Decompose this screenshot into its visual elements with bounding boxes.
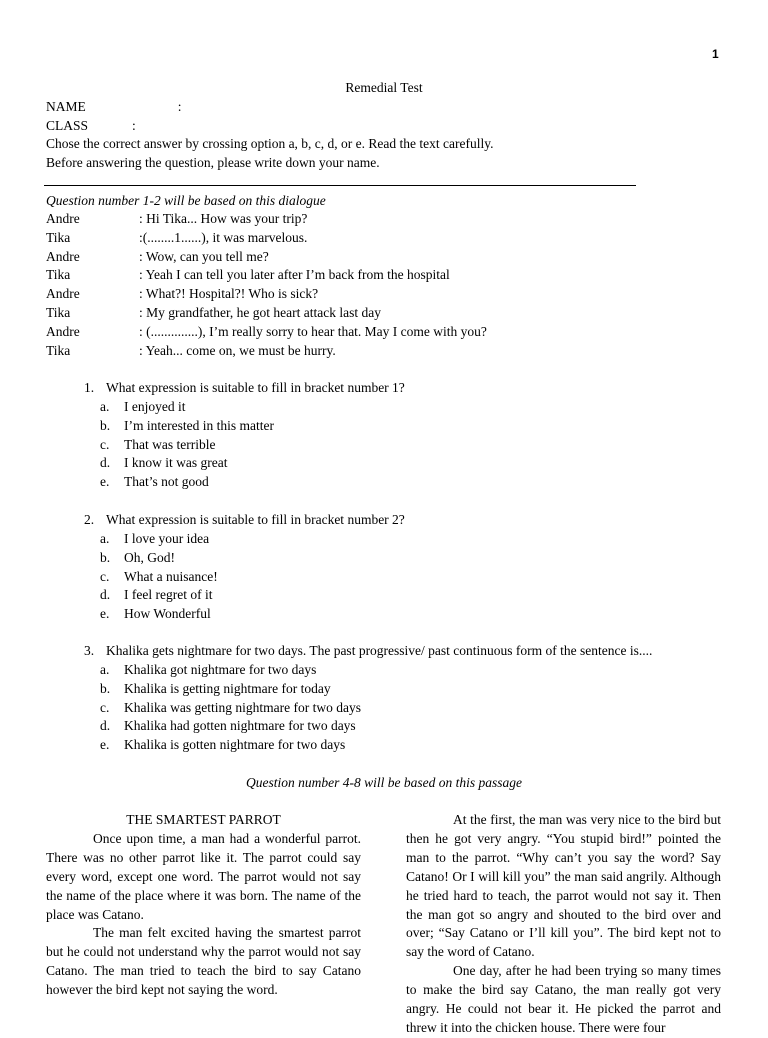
answer-option[interactable] xyxy=(100,662,316,678)
option-text: What a nuisance! xyxy=(124,568,218,584)
option-text: How Wonderful xyxy=(124,606,211,622)
answer-option[interactable] xyxy=(100,737,345,753)
option-text: That was terrible xyxy=(124,436,216,452)
question xyxy=(84,643,652,659)
option-text: Khalika had gotten nightmare for two days xyxy=(124,718,356,734)
option-text: That’s not good xyxy=(124,474,209,490)
speaker-name: Andre xyxy=(46,286,80,302)
passage-paragraph: One day, after he had been trying so many times to make the bird say Catano, the man really got very angry. He could not bear it. He picked the parrot and threw it into the chicken house. There were four xyxy=(406,963,721,1035)
question-number: 1. xyxy=(84,380,95,395)
speaker-name: Tika xyxy=(46,229,71,245)
dialogue-line xyxy=(46,343,336,359)
option-letter: b. xyxy=(100,417,111,433)
speaker-line: : My grandfather, he got heart attack last day xyxy=(139,305,381,320)
answer-option[interactable] xyxy=(100,474,209,490)
answer-option[interactable] xyxy=(100,418,274,434)
passage-paragraph: At the first, the man was very nice to the bird but then he got very angry. “You stupid bird!” pointed the man to the parrot. “Why can’t you say the word? Say Catano! Or I will kill you” the man said angrily. Although he tried hard to teach, the parrot would not say it. Then the man got so angry and shouted to the bird over and over; “Say Catano or I’ll kill you”. The bird kept not to say the word of Catano. xyxy=(406,812,721,960)
option-text: Oh, God! xyxy=(124,549,175,565)
answer-option[interactable] xyxy=(100,455,227,471)
question-text: What expression is suitable to fill in bracket number 2? xyxy=(106,512,405,527)
speaker-line: :(........1......), it was marvelous. xyxy=(139,229,308,245)
option-text: Khalika got nightmare for two days xyxy=(124,662,317,677)
dialogue-line xyxy=(46,305,381,321)
answer-option[interactable] xyxy=(100,399,185,415)
instruction-1: Chose the correct answer by crossing option a, b, c, d, or e. Read the text carefully. xyxy=(46,136,494,151)
option-text: I love your idea xyxy=(124,531,210,546)
option-letter: e. xyxy=(100,606,110,622)
speaker-name: Tika xyxy=(46,342,71,358)
option-letter: b. xyxy=(100,549,111,565)
option-letter: e. xyxy=(100,737,110,753)
instruction-2: Before answering the question, please write down your name. xyxy=(46,155,380,170)
option-text: I feel regret of it xyxy=(124,587,213,603)
option-text: I’m interested in this matter xyxy=(124,417,274,433)
dialogue-line xyxy=(46,249,269,265)
option-letter: a. xyxy=(100,531,110,546)
answer-option[interactable] xyxy=(100,681,331,697)
answer-option[interactable] xyxy=(100,606,211,622)
answer-option[interactable] xyxy=(100,587,212,603)
question-number: 3. xyxy=(84,643,95,658)
question xyxy=(84,512,405,528)
speaker-line: : Hi Tika... How was your trip? xyxy=(139,211,308,226)
speaker-name: Tika xyxy=(46,267,71,283)
option-text: I know it was great xyxy=(124,455,228,471)
passage-paragraph: Once upon time, a man had a wonderful parrot. There was no other parrot like it. The parrot could say every word, except one word. The parrot would not say the name of the place where it was born. The name of the place was Catano. xyxy=(46,830,361,922)
speaker-line: : Yeah I can tell you later after I’m back from the hospital xyxy=(139,267,450,283)
class-label: CLASS xyxy=(46,118,89,133)
class-field xyxy=(46,118,136,134)
option-letter: e. xyxy=(100,474,110,490)
option-letter: c. xyxy=(100,436,110,452)
speaker-name: Tika xyxy=(46,305,71,320)
divider xyxy=(44,185,636,186)
passage-left-column xyxy=(46,811,361,1000)
answer-option[interactable] xyxy=(100,437,215,453)
speaker-line: : Yeah... come on, we must be hurry. xyxy=(139,342,336,358)
question-number: 2. xyxy=(84,512,95,527)
speaker-line: : Wow, can you tell me? xyxy=(139,248,269,264)
name-field xyxy=(46,99,182,115)
dialogue-line xyxy=(46,267,450,283)
name-colon: : xyxy=(177,99,182,114)
option-letter: d. xyxy=(100,587,111,603)
option-letter: a. xyxy=(100,399,110,414)
passage-intro: Question number 4-8 will be based on this passage xyxy=(246,775,522,790)
dialogue-line xyxy=(46,324,487,340)
answer-option[interactable] xyxy=(100,569,218,585)
class-colon: : xyxy=(132,118,136,133)
passage-title: THE SMARTEST PARROT xyxy=(126,812,281,827)
answer-option[interactable] xyxy=(100,700,361,716)
question-text: Khalika gets nightmare for two days. The past progressive/ past continuous form of the sentence is.... xyxy=(106,643,653,658)
test-title: Remedial Test xyxy=(345,80,423,95)
question xyxy=(84,380,405,396)
passage-paragraph: The man felt excited having the smartest parrot but he could not understand why the parrot would not say Catano. The man tried to teach the bird to say Catano however the bird kept not saying the word. xyxy=(46,925,361,998)
option-letter: c. xyxy=(100,568,110,584)
option-letter: b. xyxy=(100,680,111,696)
speaker-name: Andre xyxy=(46,248,80,264)
option-text: Khalika is getting nightmare for today xyxy=(124,680,331,696)
passage-right-column xyxy=(406,811,721,1038)
option-text: Khalika was getting nightmare for two days xyxy=(124,699,361,715)
dialogue-line xyxy=(46,286,318,302)
option-letter: a. xyxy=(100,662,110,677)
answer-option[interactable] xyxy=(100,531,209,547)
speaker-line: : (..............), I’m really sorry to hear that. May I come with you? xyxy=(139,323,487,339)
option-text: I enjoyed it xyxy=(124,399,186,414)
option-letter: d. xyxy=(100,455,111,471)
dialogue-intro: Question number 1-2 will be based on this dialogue xyxy=(46,193,326,208)
name-label: NAME xyxy=(46,99,86,114)
dialogue-line xyxy=(46,230,307,246)
question-text: What expression is suitable to fill in bracket number 1? xyxy=(106,380,405,395)
answer-option[interactable] xyxy=(100,550,175,566)
dialogue-line xyxy=(46,211,307,227)
option-text: Khalika is gotten nightmare for two days xyxy=(124,737,346,753)
speaker-name: Andre xyxy=(46,211,80,226)
answer-option[interactable] xyxy=(100,718,356,734)
page-number: 1 xyxy=(712,47,719,61)
option-letter: d. xyxy=(100,718,111,734)
speaker-line: : What?! Hospital?! Who is sick? xyxy=(139,286,319,302)
speaker-name: Andre xyxy=(46,323,80,339)
option-letter: c. xyxy=(100,699,110,715)
